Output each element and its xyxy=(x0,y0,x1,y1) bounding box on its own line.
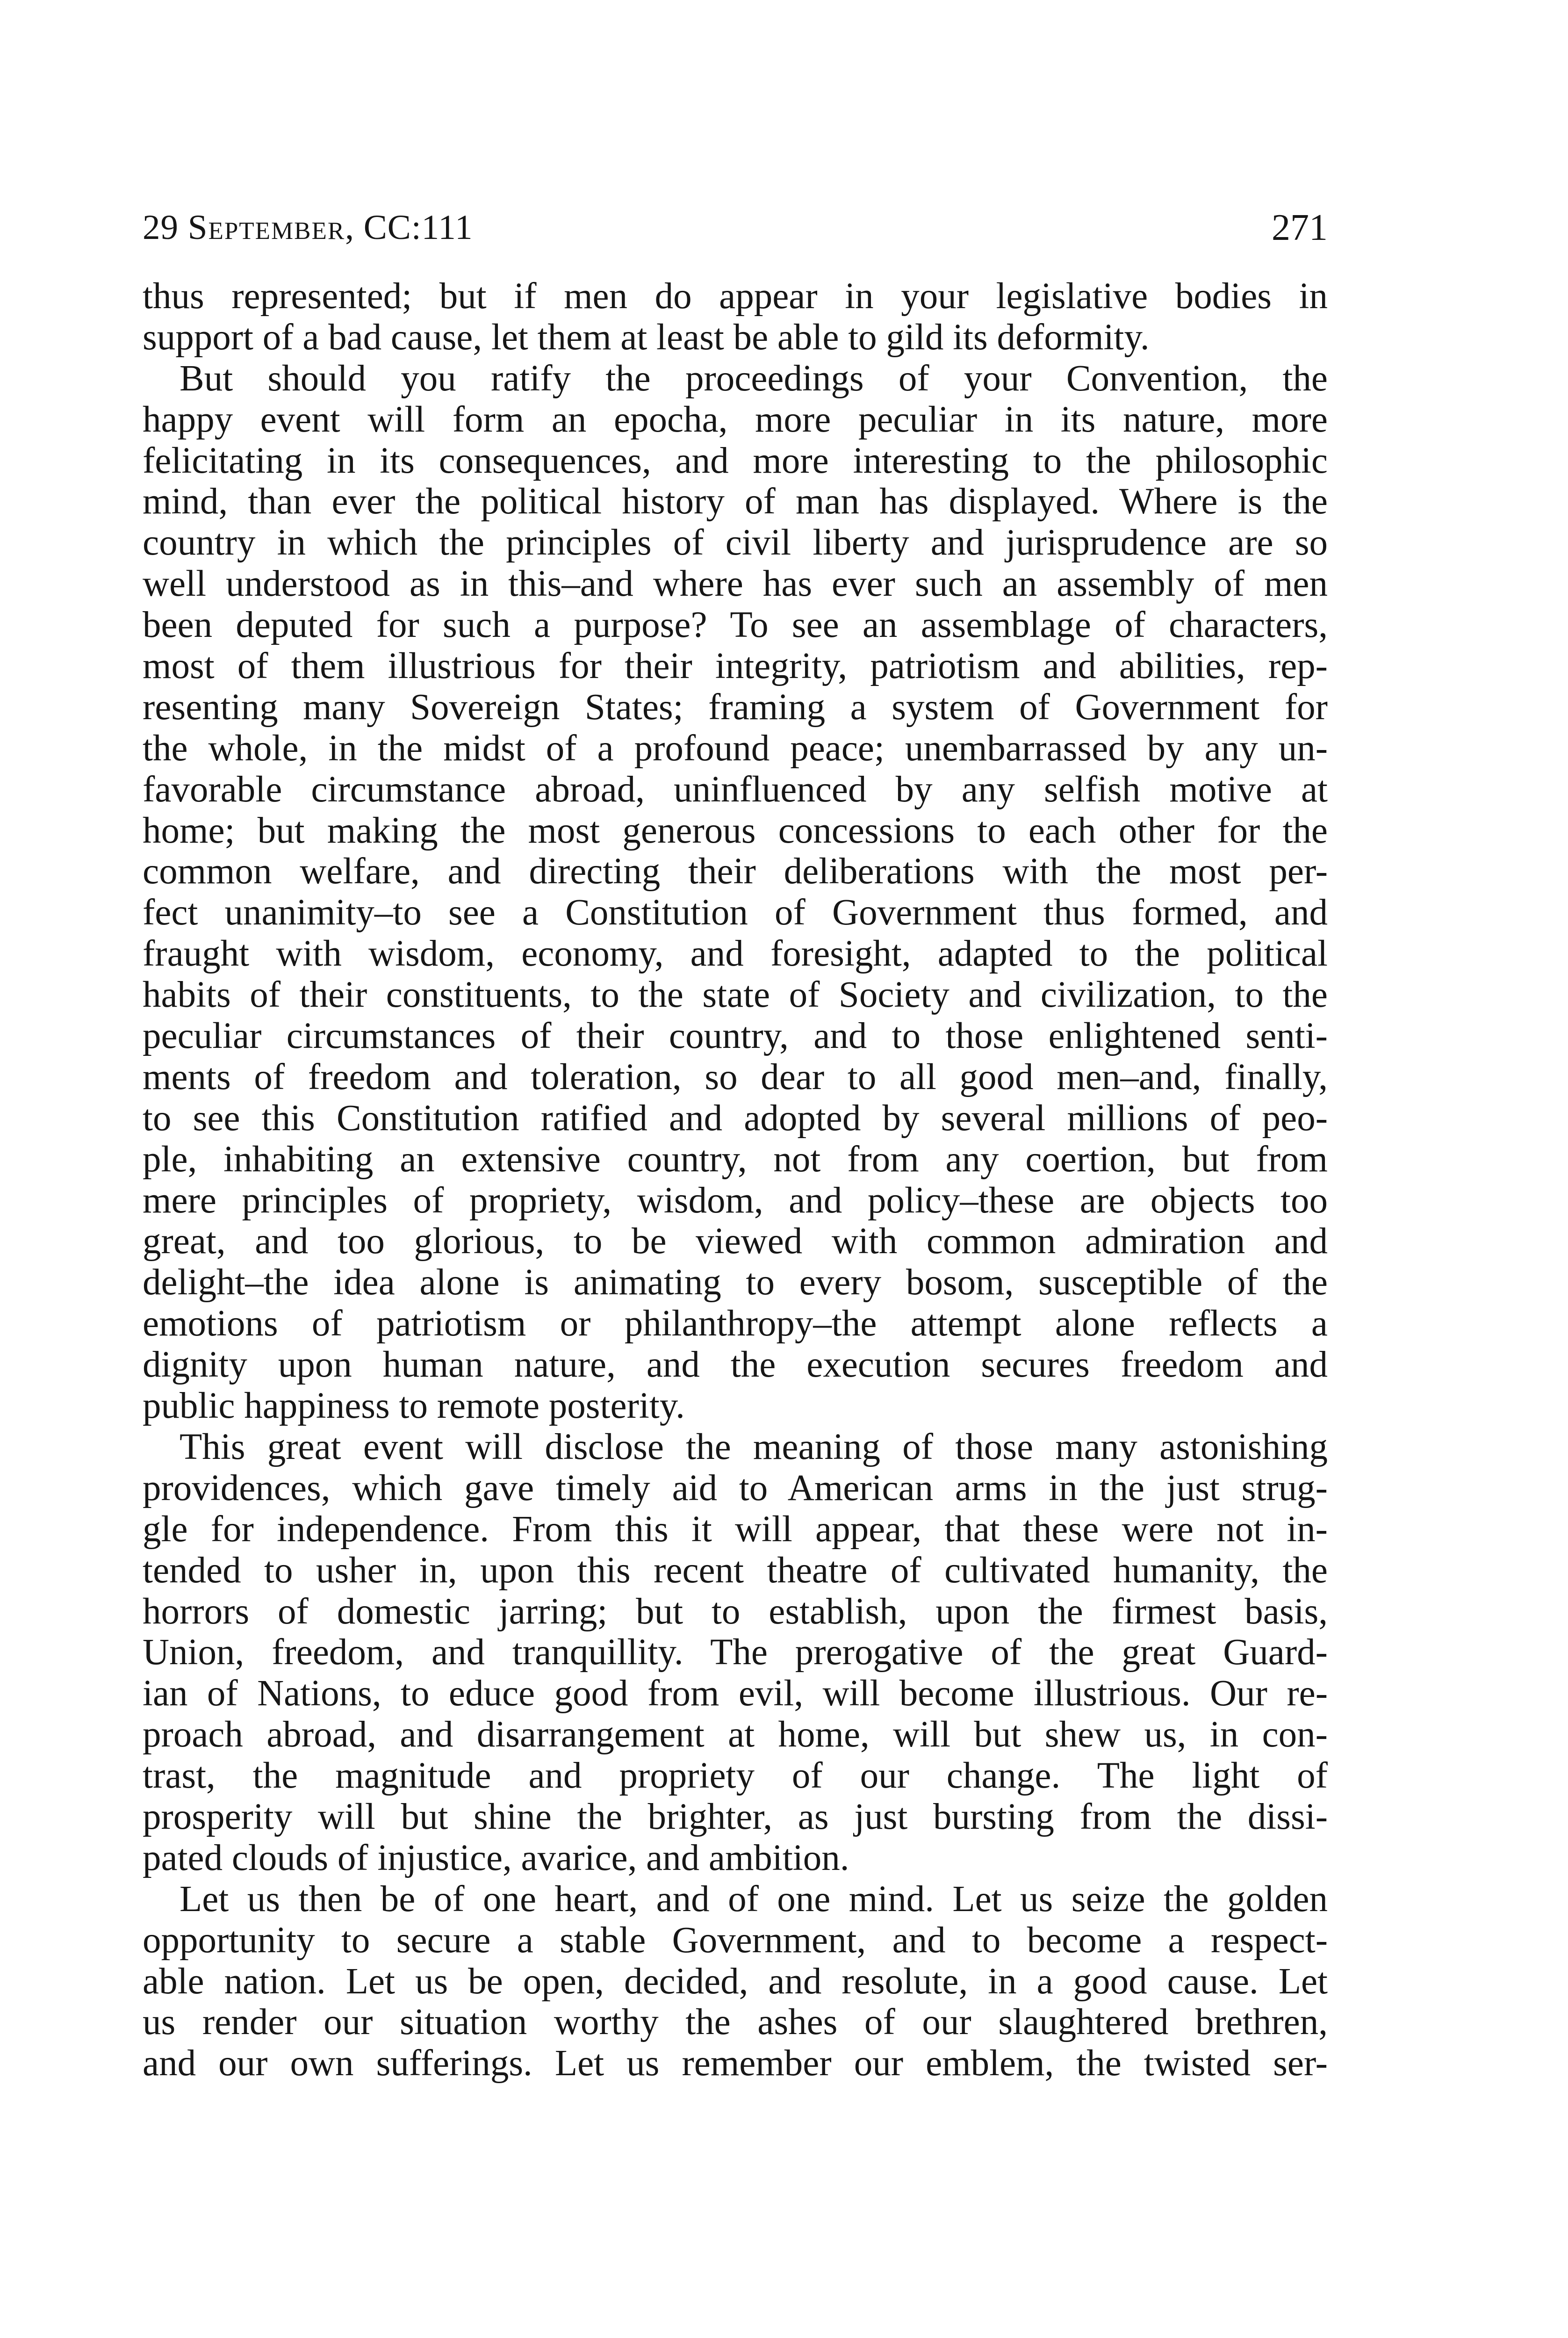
text-line: great, and too glorious, to be viewed with common admiration and xyxy=(143,1221,1328,1262)
text-line: mind, than ever the political history of man has displayed. Where is the xyxy=(143,481,1328,522)
running-head-day: 29 xyxy=(143,208,179,247)
text-line: been deputed for such a purpose? To see an assemblage of characters, xyxy=(143,605,1328,646)
text-line: support of a bad cause, let them at least be able to gild its deformity. xyxy=(143,317,1150,358)
text-line: public happiness to remote posterity. xyxy=(143,1385,685,1427)
text-line: the whole, in the midst of a profound peace; unembarrassed by any un- xyxy=(143,728,1328,769)
running-head-document-id: , CC:111 xyxy=(345,208,473,247)
text-line: country in which the principles of civil liberty and jurisprudence are so xyxy=(143,522,1328,563)
text-line: resenting many Sovereign States; framing a system of Government for xyxy=(143,686,1328,728)
text-line: ian of Nations, to educe good from evil, will become illustrious. Our re- xyxy=(143,1673,1328,1714)
text-line: fraught with wisdom, economy, and foresight, adapted to the political xyxy=(143,933,1328,974)
paragraph-3 xyxy=(143,1427,1328,1879)
text-line: ple, inhabiting an extensive country, not from any coertion, but from xyxy=(143,1139,1328,1180)
text-line: favorable circumstance abroad, uninfluenced by any selfish motive at xyxy=(143,769,1328,810)
text-line: felicitating in its consequences, and more interesting to the philosophic xyxy=(143,440,1328,481)
text-line: happy event will form an epocha, more peculiar in its nature, more xyxy=(143,399,1328,440)
paragraph-1 xyxy=(143,276,1328,358)
text-line: fect unanimity–to see a Constitution of Government thus formed, and xyxy=(143,892,1328,933)
text-line: tended to usher in, upon this recent theatre of cultivated humanity, the xyxy=(143,1550,1328,1591)
text-line: peculiar circumstances of their country, and to those enlightened senti- xyxy=(143,1016,1328,1057)
text-line: prosperity will but shine the brighter, as just bursting from the dissi- xyxy=(143,1796,1328,1837)
paragraph-4 xyxy=(143,1879,1328,2084)
text-line: gle for independence. From this it will appear, that these were not in- xyxy=(143,1508,1328,1550)
text-line: pated clouds of injustice, avarice, and ambition. xyxy=(143,1837,849,1878)
text-line: and our own sufferings. Let us remember our emblem, the twisted ser- xyxy=(143,2043,1328,2084)
running-head xyxy=(143,202,473,253)
page-number: 271 xyxy=(1272,207,1328,248)
text-line: trast, the magnitude and propriety of our change. The light of xyxy=(143,1755,1328,1797)
text-line: dignity upon human nature, and the execution secures freedom and xyxy=(143,1344,1328,1385)
text-line: well understood as in this–and where has ever such an assembly of men xyxy=(143,563,1328,605)
body-text xyxy=(143,276,1328,2084)
text-line: most of them illustrious for their integrity, patriotism and abilities, rep- xyxy=(143,646,1328,687)
text-line: common welfare, and directing their deliberations with the most per- xyxy=(143,851,1328,892)
text-line: home; but making the most generous concessions to each other for the xyxy=(143,810,1328,851)
text-line: proach abroad, and disarrangement at home, will but shew us, in con- xyxy=(143,1714,1328,1755)
text-line: able nation. Let us be open, decided, and resolute, in a good cause. Let xyxy=(143,1961,1328,2002)
text-line: to see this Constitution ratified and adopted by several millions of peo- xyxy=(143,1097,1328,1139)
text-line: providences, which gave timely aid to American arms in the just strug- xyxy=(143,1467,1328,1508)
text-line: opportunity to secure a stable Government, and to become a respect- xyxy=(143,1919,1328,1961)
running-head-month: September xyxy=(187,208,345,247)
text-line: delight–the idea alone is animating to every bosom, susceptible of the xyxy=(143,1262,1328,1303)
text-line: horrors of domestic jarring; but to establish, upon the firmest basis, xyxy=(143,1591,1328,1632)
text-line: emotions of patriotism or philanthropy–the attempt alone reflects a xyxy=(143,1303,1328,1344)
text-line: mere principles of propriety, wisdom, and policy–these are objects too xyxy=(143,1180,1328,1221)
text-line: habits of their constituents, to the state of Society and civilization, to the xyxy=(143,974,1328,1016)
text-line: thus represented; but if men do appear in your legislative bodies in xyxy=(143,276,1328,317)
page-header xyxy=(143,202,1328,253)
text-line: ments of freedom and toleration, so dear to all good men–and, finally, xyxy=(143,1056,1328,1097)
text-line: Union, freedom, and tranquillity. The prerogative of the great Guard- xyxy=(143,1632,1328,1673)
text-line: Let us then be of one heart, and of one mind. Let us seize the golden xyxy=(143,1878,1328,1919)
text-line: But should you ratify the proceedings of your Convention, the xyxy=(143,358,1328,399)
paragraph-2 xyxy=(143,358,1328,1427)
text-line: This great event will disclose the meaning of those many astonishing xyxy=(143,1426,1328,1467)
text-line: us render our situation worthy the ashes of our slaughtered brethren, xyxy=(143,2002,1328,2043)
